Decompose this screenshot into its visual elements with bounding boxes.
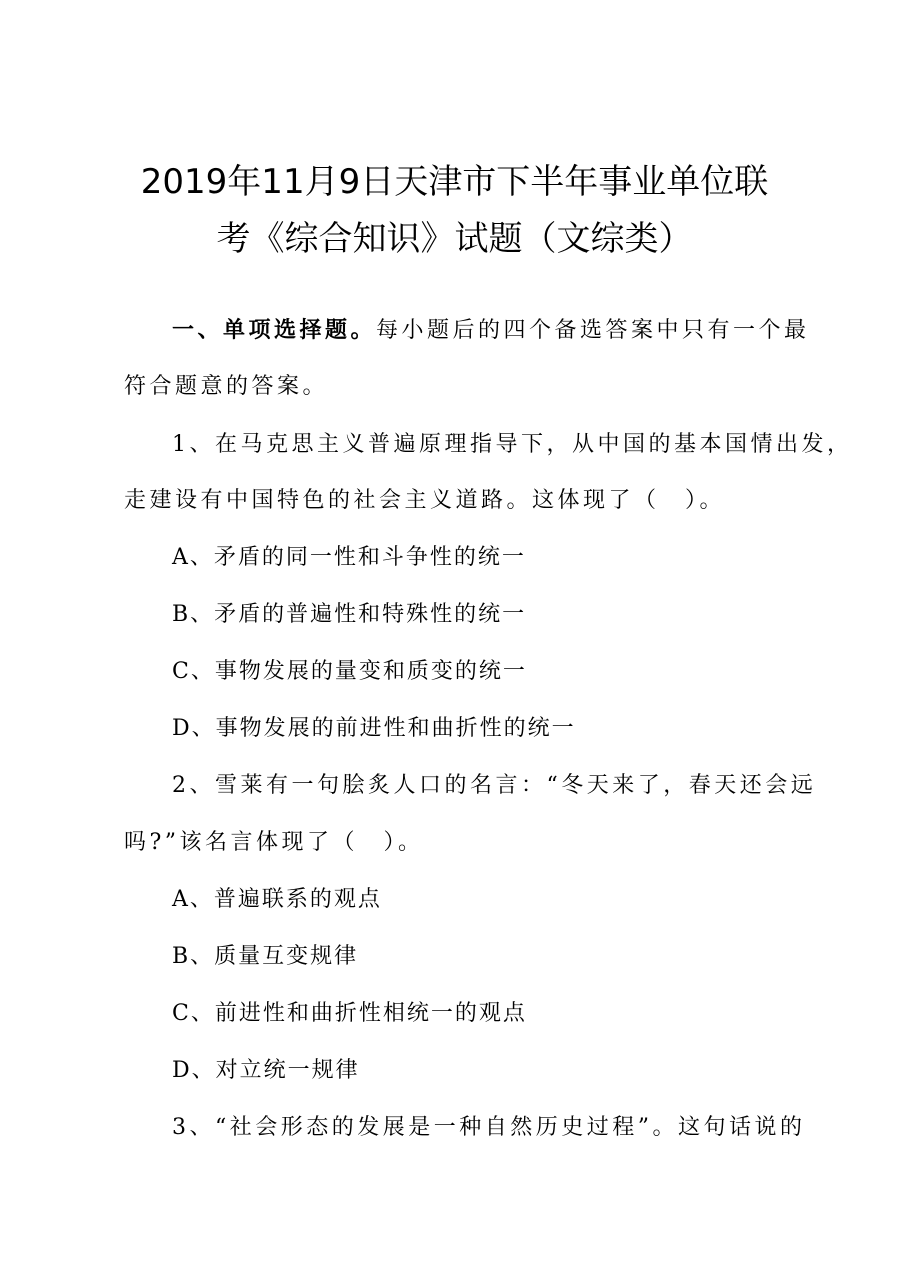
question-2-line-2: 吗?”该名言体现了（ ）。 [124, 830, 424, 855]
question-1-line-1: 1、在马克思主义普遍原理指导下，从中国的基本国情出发， [172, 432, 853, 457]
question-2-option-d: D、对立统一规律 [172, 1058, 360, 1083]
document-title-line-1: 2019年11月9日天津市下半年事业单位联 [140, 162, 769, 202]
section-intro-line-1 [172, 316, 810, 346]
question-1-line-2: 走建设有中国特色的社会主义道路。这体现了（ ）。 [124, 488, 726, 513]
question-2-option-a: A、普遍联系的观点 [172, 887, 382, 912]
section-intro-line-2: 符合题意的答案。 [124, 374, 329, 399]
question-2-line-1: 2、雪莱有一句脍炙人口的名言：“冬天来了，春天还会远 [172, 773, 817, 798]
question-1-option-a: A、矛盾的同一性和斗争性的统一 [172, 545, 526, 570]
document-title-line-2: 考《综合知识》试题（文综类） [216, 219, 693, 259]
question-2-option-c: C、前进性和曲折性相统一的观点 [172, 1001, 527, 1026]
question-2-option-b: B、质量互变规律 [172, 944, 359, 969]
question-3-line-1: 3、“社会形态的发展是一种自然历史过程”。这句话说的 [172, 1115, 806, 1140]
section-intro-text: 每小题后的四个备选答案中只有一个最 [376, 318, 810, 343]
question-1-option-b: B、矛盾的普遍性和特殊性的统一 [172, 602, 527, 627]
section-heading: 一、单项选择题。 [172, 318, 377, 343]
question-1-option-c: C、事物发展的量变和质变的统一 [172, 659, 527, 684]
question-1-option-d: D、事物发展的前进性和曲折性的统一 [172, 716, 576, 741]
